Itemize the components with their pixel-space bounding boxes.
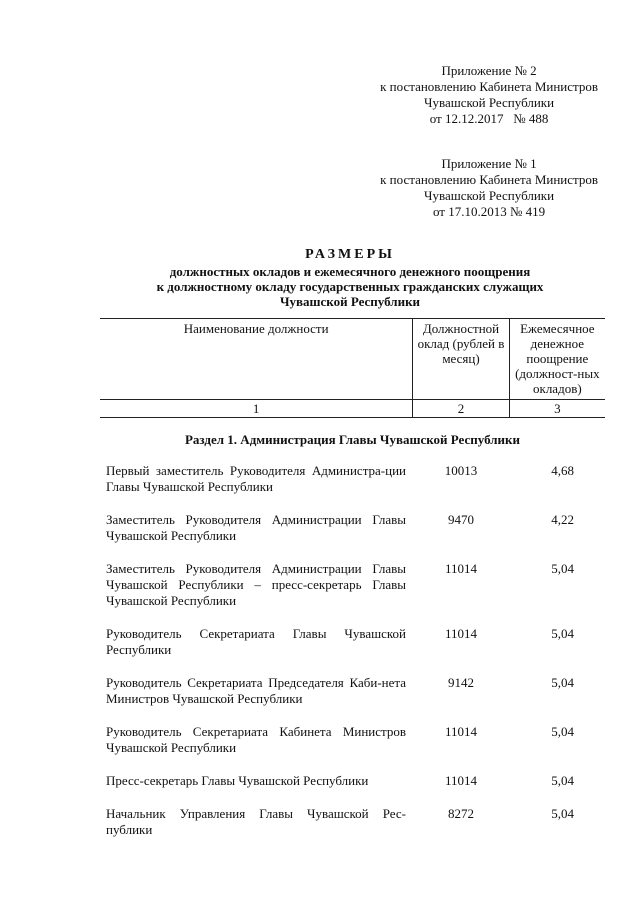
annex-1-header (380, 156, 598, 220)
row-bonus: 5,04 (551, 724, 574, 739)
annex-2-header (380, 63, 598, 127)
table-row (106, 724, 606, 756)
row-bonus: 5,04 (551, 806, 574, 821)
annex-1-number: Приложение № 1 (441, 156, 537, 171)
table-body (106, 463, 606, 838)
row-position: Руководитель Секретариата Кабинета Министров Чувашской Республики (106, 724, 406, 755)
table-row (106, 512, 606, 544)
row-salary: 11014 (444, 773, 478, 788)
row-bonus: 4,68 (551, 463, 574, 478)
row-salary: 9470 (448, 512, 474, 527)
table-row (106, 773, 606, 789)
table-row (106, 463, 606, 495)
annex-1-republic: Чувашской Республики (424, 188, 555, 203)
row-salary: 11014 (444, 561, 478, 576)
table-row (106, 806, 606, 838)
row-salary: 11014 (444, 626, 478, 641)
row-position: Пресс-секретарь Главы Чувашской Республики (106, 773, 369, 788)
row-bonus: 5,04 (551, 675, 574, 690)
table-row (106, 675, 606, 707)
column-number-3: 3 (509, 400, 605, 418)
row-salary: 8272 (448, 806, 474, 821)
title-line-2: к должностному окладу государственных гражданских служащих (156, 279, 544, 294)
header-monthly-bonus: Ежемесячное денежное поощрение (должност-ных окладов) (509, 319, 605, 400)
salary-table-header (100, 318, 605, 418)
row-position: Начальник Управления Главы Чувашской Рес-публики (106, 806, 406, 837)
title-main: РАЗМЕРЫ (305, 247, 395, 262)
header-position-name: Наименование должности (100, 319, 413, 400)
annex-2-date: от 12.12.2017 № 488 (429, 111, 549, 126)
row-position: Заместитель Руководителя Администрации Главы Чувашской Республики (106, 512, 406, 543)
row-position: Заместитель Руководителя Администрации Главы Чувашской Республики – пресс-секретарь Главы Чувашской Республики (106, 561, 406, 608)
annex-1-resolution: к постановлению Кабинета Министров (380, 172, 598, 187)
row-position: Первый заместитель Руководителя Администра-ции Главы Чувашской Республики (106, 463, 406, 494)
column-number-2: 2 (413, 400, 509, 418)
section-title: Раздел 1. Администрация Главы Чувашской Республики (184, 432, 521, 447)
annex-1-date: от 17.10.2013 № 419 (432, 204, 546, 219)
row-bonus: 5,04 (551, 773, 574, 788)
title-line-3: Чувашской Республики (279, 294, 421, 309)
row-position: Руководитель Секретариата Председателя Каби-нета Министров Чувашской Республики (106, 675, 406, 706)
annex-2-number: Приложение № 2 (441, 63, 537, 78)
row-salary: 10013 (444, 463, 478, 478)
row-salary: 11014 (444, 724, 478, 739)
annex-2-resolution: к постановлению Кабинета Министров (380, 79, 598, 94)
header-salary: Должностной оклад (рублей в месяц) (413, 319, 509, 400)
table-row (106, 561, 606, 609)
table-row (106, 626, 606, 658)
document-title (100, 247, 600, 309)
row-bonus: 5,04 (551, 561, 574, 576)
column-number-1: 1 (100, 400, 413, 418)
row-bonus: 4,22 (551, 512, 574, 527)
title-line-1: должностных окладов и ежемесячного денежного поощрения (169, 264, 531, 279)
row-position: Руководитель Секретариата Главы Чувашской Республики (106, 626, 406, 657)
row-salary: 9142 (448, 675, 474, 690)
row-bonus: 5,04 (551, 626, 574, 641)
annex-2-republic: Чувашской Республики (424, 95, 555, 110)
